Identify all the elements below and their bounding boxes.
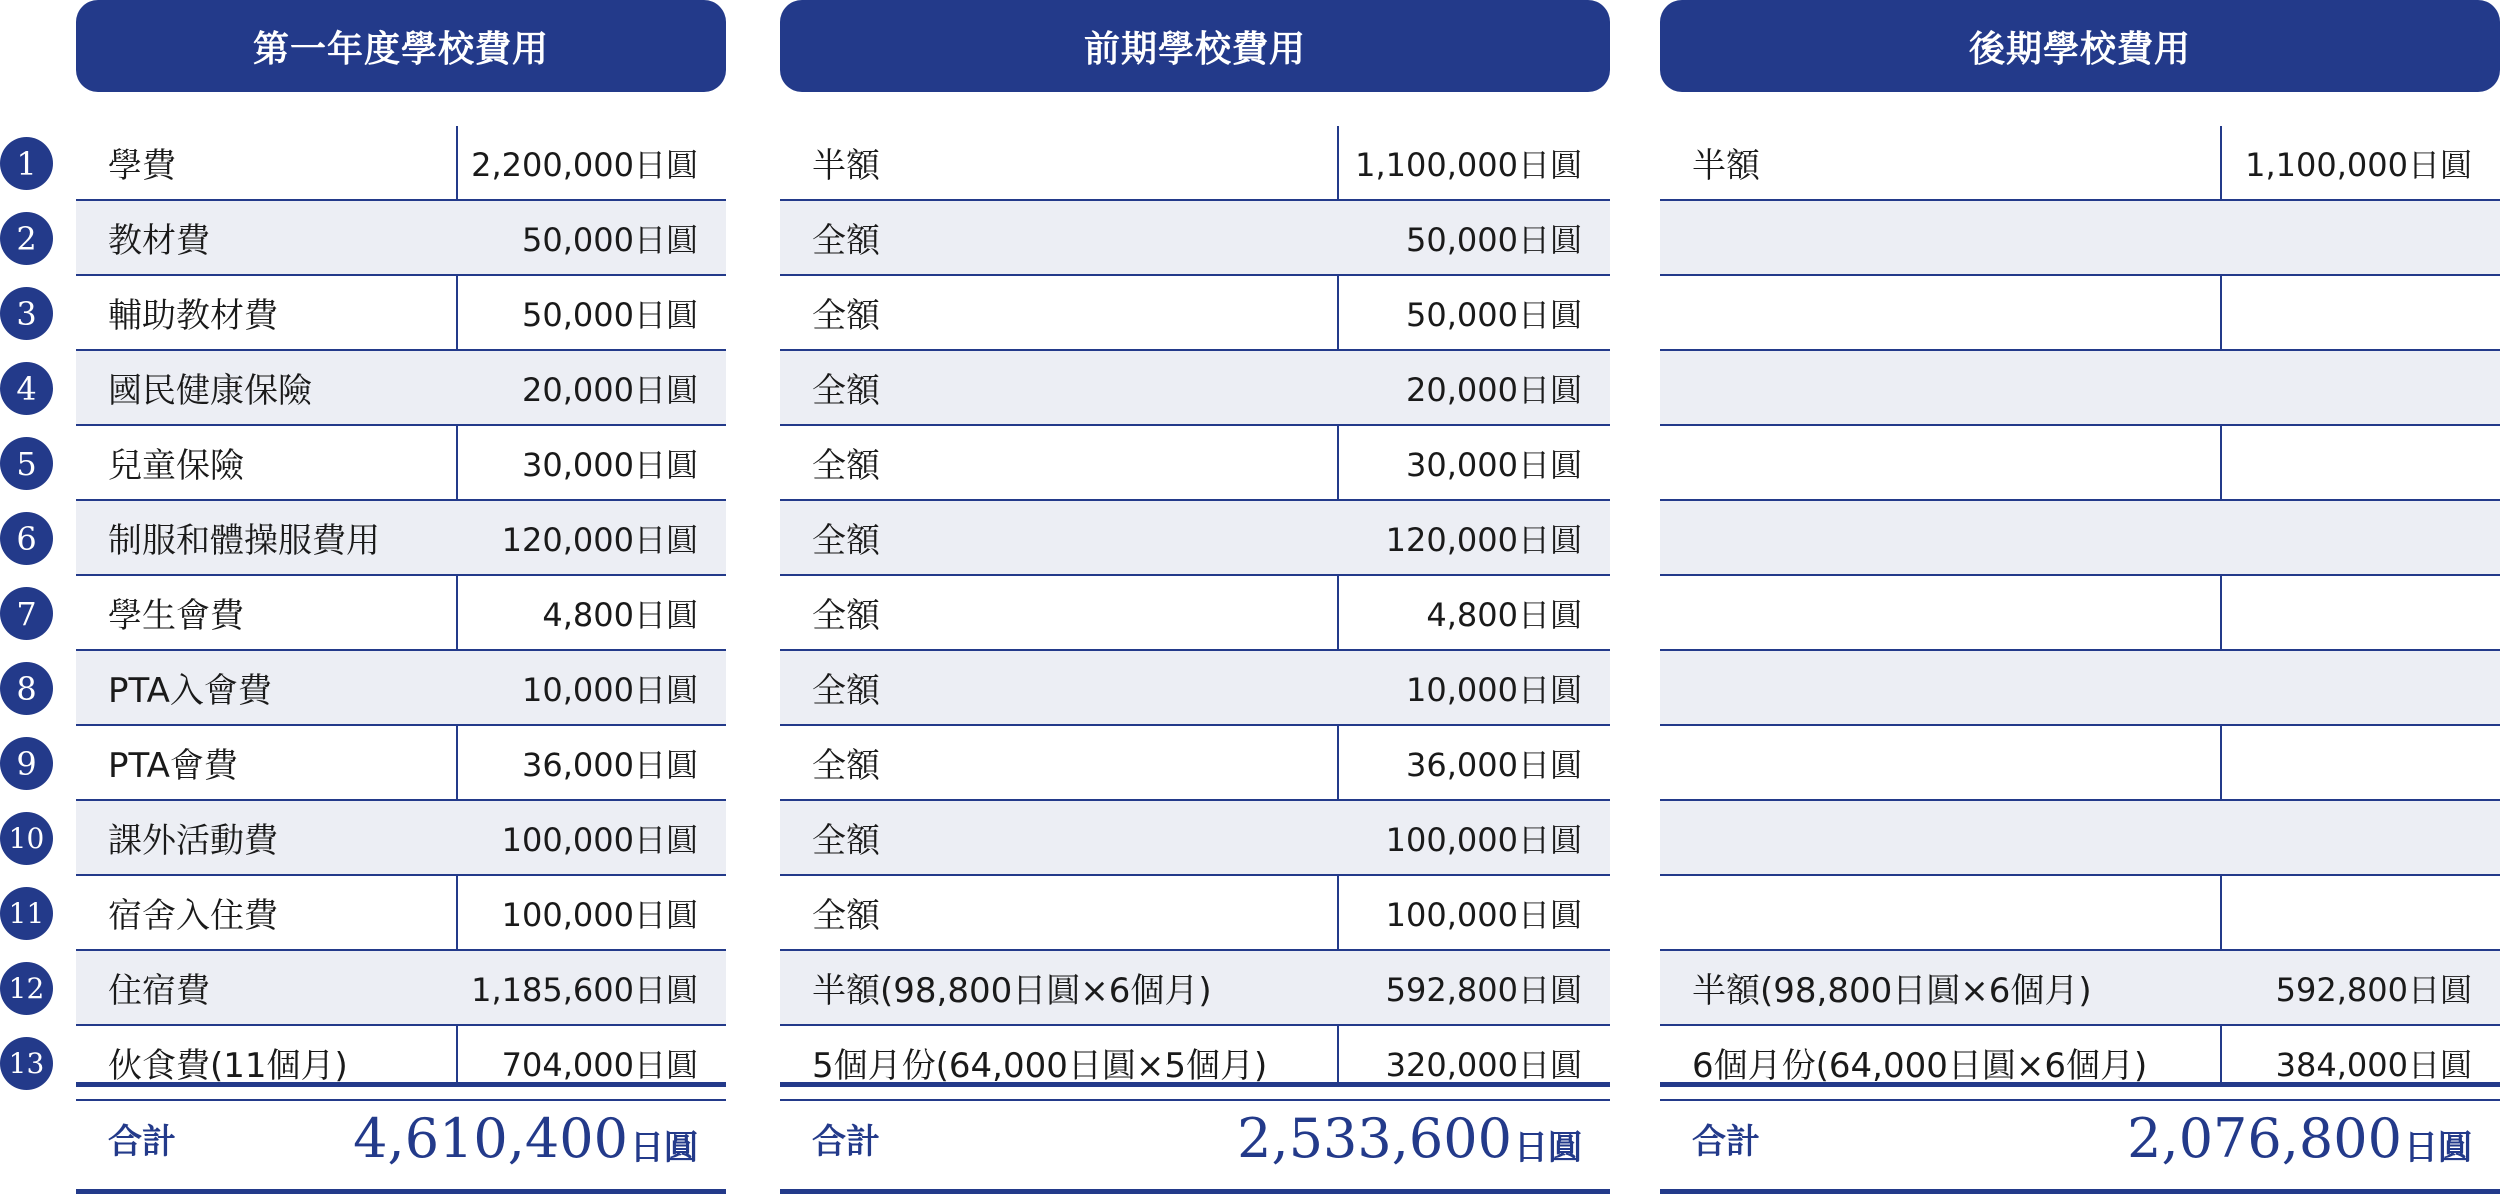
fee-label: 教材費 [108,221,210,261]
fee-amount: 100,000日圓 [501,820,698,859]
fee-amount: 100,000日圓 [1385,895,1582,934]
fee-label: 全額 [812,896,880,936]
fee-amount: 592,800日圓 [1385,970,1582,1009]
row-number-badge: 1 [0,137,53,190]
fee-label [1660,651,1692,724]
fee-label: 學費 [108,146,176,186]
row-number-badge: 4 [0,362,53,415]
row-number-badge: 11 [0,887,53,940]
fee-label: 兒童保險 [108,446,244,486]
table-row [780,351,1610,426]
fee-amount: 10,000日圓 [1406,670,1582,709]
table-row [76,126,726,201]
row-number-badge: 12 [0,962,53,1015]
fee-label: 全額 [812,521,880,561]
fee-label: 制服和體操服費用 [108,521,380,561]
table-row [780,801,1610,876]
row-number-badge: 7 [0,587,53,640]
fee-label: 宿舍入住費 [108,896,278,936]
table-row [780,651,1610,726]
table-row [780,126,1610,201]
fee-label: 全額 [812,746,880,786]
fee-label: 全額 [812,296,880,336]
table-row [76,726,726,801]
fee-label [1660,501,1692,574]
fee-amount: 384,000日圓 [2275,1045,2472,1084]
row-number-badge: 2 [0,212,53,265]
fee-table [1660,126,2500,1101]
row-number-badge: 9 [0,737,53,790]
fee-amount: 50,000日圓 [1406,295,1582,334]
fee-label: 半額 [1692,146,1760,186]
table-row [780,426,1610,501]
fee-amount: 704,000日圓 [501,1045,698,1084]
fee-amount: 120,000日圓 [501,520,698,559]
total-amount [2127,1087,2472,1189]
fee-label: 半額 [812,146,880,186]
table-row [76,576,726,651]
table-row [1660,276,2500,351]
total-unit: 日圓 [1514,1127,1582,1168]
table-row [780,951,1610,1026]
fee-amount: 36,000日圓 [1406,745,1582,784]
fee-amount: 100,000日圓 [1385,820,1582,859]
table-row [1660,651,2500,726]
fee-label: 住宿費 [108,971,210,1011]
fee-label: 輔助教材費 [108,296,278,336]
table-row [1660,201,2500,276]
table-row [76,801,726,876]
fee-amount: 120,000日圓 [1385,520,1582,559]
row-number-badge: 3 [0,287,53,340]
panel-header: 前期學校費用 [780,0,1610,92]
fee-amount: 320,000日圓 [1385,1045,1582,1084]
fee-amount: 50,000日圓 [1406,220,1582,259]
fee-amount: 30,000日圓 [1406,445,1582,484]
table-row [76,876,726,951]
table-row [76,651,726,726]
table-row [1660,426,2500,501]
fee-amount: 20,000日圓 [1406,370,1582,409]
row-number-badge: 5 [0,437,53,490]
fee-label [1660,576,1692,649]
table-row [76,951,726,1026]
total-unit: 日圓 [2404,1127,2472,1168]
fee-amount: 10,000日圓 [522,670,698,709]
table-row [1660,876,2500,951]
fee-label: 全額 [812,371,880,411]
fee-amount: 1,100,000日圓 [2245,145,2472,184]
fee-label: 課外活動費 [108,821,278,861]
table-row [76,351,726,426]
row-number-badge: 6 [0,512,53,565]
fee-amount: 1,100,000日圓 [1355,145,1582,184]
fee-label: PTA會費 [108,746,238,786]
row-number-badge: 10 [0,812,53,865]
fee-amount: 592,800日圓 [2275,970,2472,1009]
fee-label: 學生會費 [108,596,244,636]
fee-amount: 100,000日圓 [501,895,698,934]
fee-label: 伙食費(11個月) [108,1046,348,1086]
table-row [1660,126,2500,201]
fee-label: 半額(98,800日圓×6個月) [1692,971,2092,1011]
total-unit: 日圓 [630,1127,698,1168]
table-row [780,726,1610,801]
table-row [76,426,726,501]
row-number-badge: 13 [0,1037,53,1090]
table-row [1660,576,2500,651]
total-amount [1237,1087,1582,1189]
table-row [76,276,726,351]
table-row [1660,726,2500,801]
fee-amount: 20,000日圓 [522,370,698,409]
fee-amount: 1,185,600日圓 [471,970,698,1009]
table-row [1660,351,2500,426]
fee-label [1660,201,1692,274]
table-row [1660,951,2500,1026]
fee-label: PTA入會費 [108,671,272,711]
table-row [76,501,726,576]
total-label: 合計 [108,1121,176,1162]
total-row [76,1082,726,1194]
panel-header: 第一年度學校費用 [76,0,726,92]
table-row [1660,501,2500,576]
table-row [780,201,1610,276]
total-value: 4,610,400 [353,1106,628,1170]
fee-label [1660,876,1692,949]
total-label: 合計 [1692,1121,1760,1162]
total-amount [353,1087,698,1189]
total-label: 合計 [812,1121,880,1162]
fee-table [780,126,1610,1101]
total-value: 2,076,800 [2127,1106,2402,1170]
total-value: 2,533,600 [1237,1106,1512,1170]
fee-label [1660,726,1692,799]
table-row [1660,801,2500,876]
total-row [780,1082,1610,1194]
table-row [780,276,1610,351]
fee-label: 全額 [812,596,880,636]
fee-label: 6個月份(64,000日圓×6個月) [1692,1046,2148,1086]
table-row [76,201,726,276]
table-row [780,501,1610,576]
fee-label: 國民健康保險 [108,371,312,411]
row-number-badge: 8 [0,662,53,715]
total-row [1660,1082,2500,1194]
fee-amount: 50,000日圓 [522,220,698,259]
fee-amount: 36,000日圓 [522,745,698,784]
fee-label: 半額(98,800日圓×6個月) [812,971,1212,1011]
table-row [780,576,1610,651]
fee-amount: 2,200,000日圓 [471,145,698,184]
fee-amount: 4,800日圓 [542,595,698,634]
table-row [780,876,1610,951]
fee-amount: 4,800日圓 [1426,595,1582,634]
fee-label: 全額 [812,221,880,261]
fee-amount: 30,000日圓 [522,445,698,484]
fee-label [1660,351,1692,424]
panel-header: 後期學校費用 [1660,0,2500,92]
fee-label: 全額 [812,821,880,861]
fee-label [1660,801,1692,874]
fee-label: 全額 [812,671,880,711]
fee-label [1660,426,1692,499]
fee-label: 5個月份(64,000日圓×5個月) [812,1046,1268,1086]
fee-amount: 50,000日圓 [522,295,698,334]
fee-label [1660,276,1692,349]
fee-table [76,126,726,1101]
fee-label: 全額 [812,446,880,486]
